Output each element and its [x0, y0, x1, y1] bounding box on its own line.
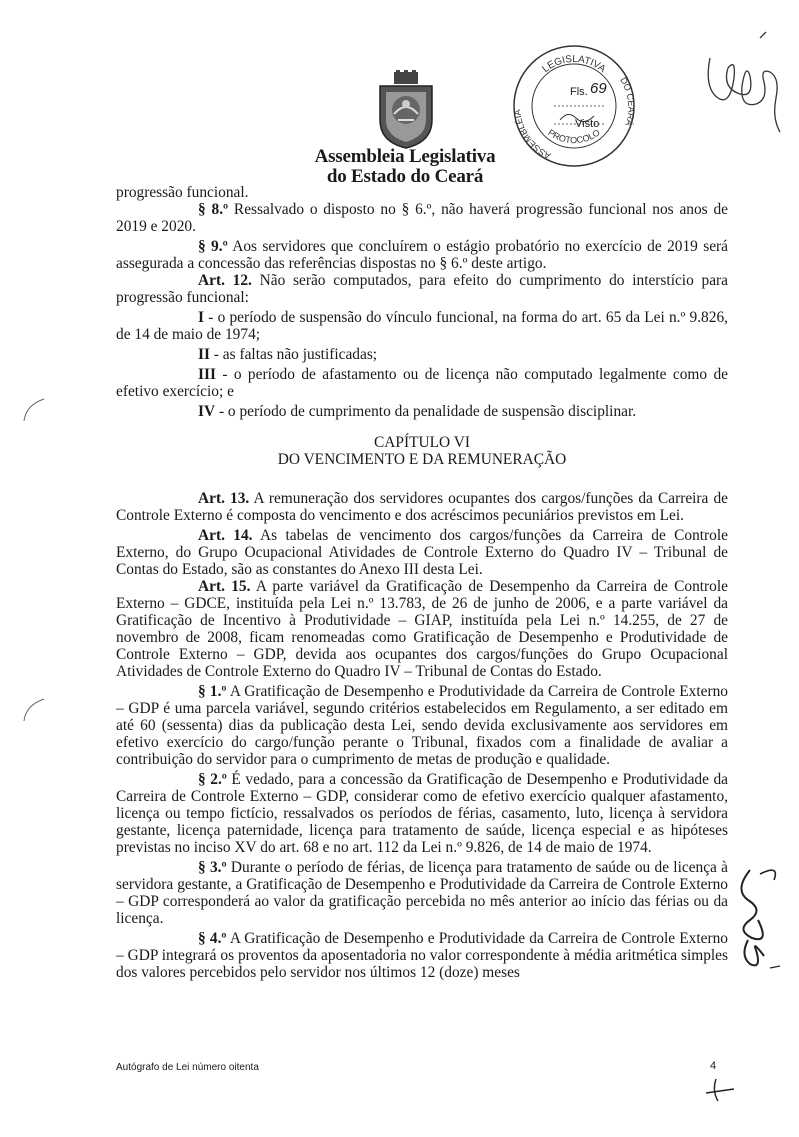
document-body — [116, 184, 728, 981]
chapter-number: CAPÍTULO VI — [374, 434, 470, 451]
paragraph-inciso-iv: IV - o período de cumprimento da penalidade de suspensão disciplinar. — [198, 403, 637, 420]
paragraph-inciso-ii: II - as faltas não justificadas; — [198, 346, 378, 363]
institution-name: Assembleia Legislativa — [314, 146, 496, 167]
stamp-ring-right: DO CEARÁ — [618, 75, 637, 128]
svg-text:DO CEARÁ — [618, 76, 636, 127]
margin-mark-icon — [18, 395, 48, 425]
stamp-ring-bottom: PROTOCOLO — [546, 127, 602, 146]
footer-document-reference: Autógrafo de Lei número oitenta — [116, 1062, 259, 1073]
paragraph-continuation: progressão funcional. — [116, 184, 249, 201]
paragraph-s3: § 3.º Durante o período de férias, de licença para tratamento de saúde ou de licença à servidora gestante, a Gratificação de Desempenho e Produtividade da Carreira de Controle Externo – GDP corresponderá ao valor da gratificação percebida no mês anterior ao início das férias ou da licença. — [116, 859, 728, 927]
chapter-title: DO VENCIMENTO E DA REMUNERAÇÃO — [277, 451, 567, 468]
paragraph-art15: Art. 15. A parte variável da Gratificação de Desempenho da Carreira de Controle Externo – GDCE, instituída pela Lei n.º 13.783, de 26 de junho de 2006, e a parte variável da Gratificação de Incentivo à Produtividade – GIAP, instituída pela Lei n.º 14.255, de 27 de novembro de 2008, ficam renomeadas como Gratificação de Desempenho e Produtividade de Controle Externo – GDP, devida aos ocupantes dos cargos/funções do Grupo Ocupacional Atividades de Controle Externo do Quadro IV – Tribunal de Contas do Estado. — [116, 578, 728, 680]
state-coat-of-arms-icon — [372, 70, 440, 150]
margin-mark-icon — [18, 695, 48, 725]
svg-text:LEGISLATIVA — [540, 54, 607, 75]
margin-initials-icon — [730, 860, 790, 980]
stamp-fls-number: 69 — [590, 80, 607, 97]
svg-text:ASSEMBLÉIA — [512, 109, 552, 161]
stamp-fls-label: Fls. — [570, 86, 588, 98]
paragraph-inciso-iii: III - o período de afastamento ou de licença não computado legalmente como de efetivo exercício; e — [116, 366, 728, 400]
stamp-ring-top: LEGISLATIVA — [540, 53, 608, 75]
stamp-ring-left: ASSEMBLÉIA — [512, 108, 553, 162]
paragraph-s4: § 4.º A Gratificação de Desempenho e Produtividade da Carreira de Controle Externo – GDP integrará os proventos da aposentadoria no valor correspondente à média aritmética simples dos valores percebidos pelo servidor nos últimos 12 (doze) meses — [116, 930, 728, 981]
paragraph-art13: Art. 13. A remuneração dos servidores ocupantes dos cargos/funções da Carreira de Controle Externo é composta do vencimento e dos acréscimos pecuniários previstos em Lei. — [116, 490, 728, 524]
page-initial-icon — [700, 1075, 740, 1105]
paragraph-s9: § 9.º Aos servidores que concluírem o estágio probatório no exercício de 2019 será assegurada a concessão das referências dispostas no § 6.º deste artigo. — [116, 238, 728, 272]
page-header — [0, 0, 799, 190]
handwritten-rubric-icon — [700, 28, 790, 138]
stamp-visto-label: Visto — [575, 118, 600, 130]
paragraph-s1: § 1.º A Gratificação de Desempenho e Produtividade da Carreira de Controle Externo – GDP é uma parcela variável, segundo critérios estabelecidos em Regulamento, a ser editado em até 60 (sessenta) dias da publicação desta Lei, sendo devida exclusivamente aos servidores em efetivo exercício do cargo/função perante o Tribunal, fixados com a finalidade de avaliar a contribuição do servidor para o cumprimento de metas de produção e qualidade. — [116, 683, 728, 768]
protocol-stamp — [508, 40, 640, 172]
paragraph-inciso-i: I - o período de suspensão do vínculo funcional, na forma do art. 65 da Lei n.º 9.826, de 14 de maio de 1974; — [116, 309, 728, 343]
paragraph-s8: § 8.º Ressalvado o disposto no § 6.º, não haverá progressão funcional nos anos de 2019 e 2020. — [116, 201, 728, 235]
institution-state: do Estado do Ceará — [326, 166, 484, 187]
paragraph-art12: Art. 12. Não serão computados, para efeito do cumprimento do interstício para progressão funcional: — [116, 272, 728, 306]
paragraph-s2: § 2.º É vedado, para a concessão da Gratificação de Desempenho e Produtividade da Carreira de Controle Externo – GDP, considerar como de efetivo exercício qualquer afastamento, licença ou tempo fictício, ressalvados os períodos de férias, casamento, luto, licença à servidora gestante, licença paternidade, licença para tratamento de saúde, licença especial e as hipóteses previstas no inciso XV do art. 68 e no art. 112 da Lei n.º 9.826, de 14 de maio de 1974. — [116, 771, 729, 856]
page-number: 4 — [710, 1060, 717, 1072]
paragraph-art14: Art. 14. As tabelas de vencimento dos cargos/funções da Carreira de Controle Externo, do Grupo Ocupacional Atividades de Controle Externo do Quadro IV – Tribunal de Contas do Estado, são as constantes do Anexo III desta Lei. — [116, 527, 728, 578]
